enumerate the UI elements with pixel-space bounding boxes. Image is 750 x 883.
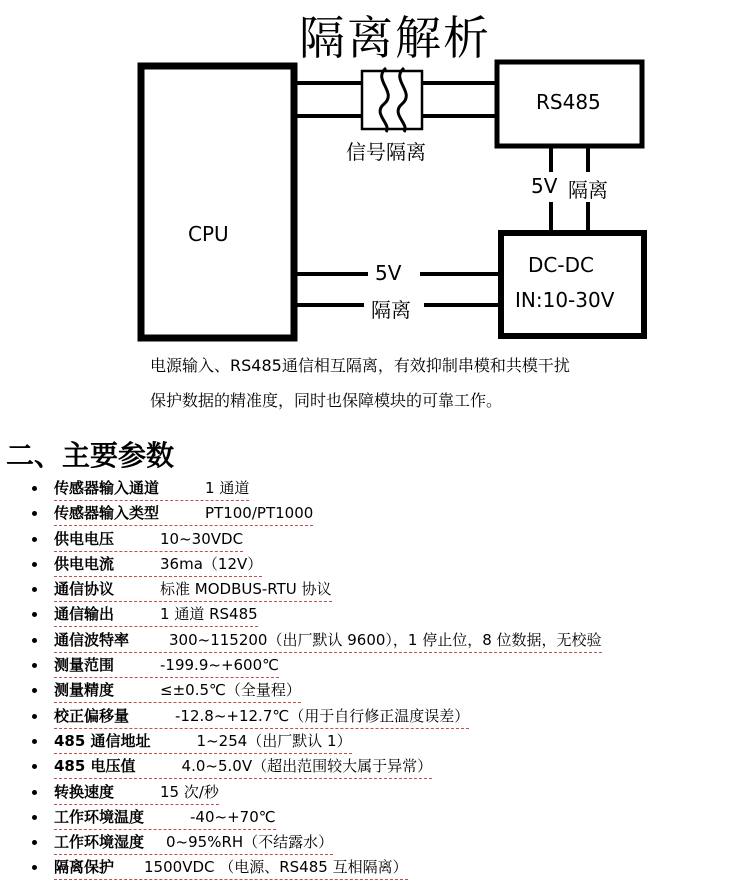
bullet-icon	[32, 865, 37, 870]
parameter-name: 通信波特率	[54, 630, 130, 649]
parameter-item	[0, 781, 750, 806]
parameter-item	[0, 806, 750, 831]
parameter-value: ≤±0.5℃（全量程）	[160, 681, 301, 700]
parameter-row	[54, 705, 469, 729]
caption-line-2: 保护数据的精准度，同时也保障模块的可靠工作。	[150, 391, 503, 410]
isolator-block	[362, 71, 422, 129]
parameter-value: 1~254（出厂默认 1）	[196, 731, 352, 750]
parameter-name: 传感器输入通道	[54, 479, 160, 497]
parameter-row	[54, 477, 249, 501]
parameter-list	[0, 477, 750, 882]
dcdc-input-label: IN:10-30V	[515, 288, 615, 312]
parameter-value: 1 通道 RS485	[160, 605, 258, 624]
caption-line-1: 电源输入、RS485通信相互隔离，有效抑制串模和共模干扰	[150, 356, 570, 375]
parameter-item	[0, 679, 750, 704]
parameter-name: 工作环境温度	[54, 807, 145, 826]
parameter-name: 485 通信地址	[54, 731, 151, 750]
parameter-value: 1500VDC （电源、RS485 互相隔离）	[144, 858, 408, 877]
cpu-label: CPU	[188, 222, 229, 246]
parameter-item	[0, 730, 750, 755]
parameter-name: 通信输出	[54, 605, 115, 624]
parameter-item	[0, 831, 750, 856]
parameter-value: 4.0~5.0V（超出范围较大属于异常）	[181, 757, 433, 776]
parameter-name: 工作环境湿度	[54, 833, 145, 852]
page-title: 隔离解析	[299, 11, 491, 65]
parameter-name: 485 电压值	[54, 757, 136, 776]
parameter-name: 测量精度	[54, 681, 115, 700]
parameter-value: 300~115200（出厂默认 9600），1 停止位，8 位数据，无校验	[169, 630, 602, 649]
parameter-value: -12.8~+12.7℃（用于自行修正温度误差）	[175, 706, 470, 725]
bullet-icon	[32, 562, 37, 567]
parameter-name: 供电电压	[54, 529, 115, 548]
parameter-name: 隔离保护	[54, 858, 115, 877]
bullet-icon	[32, 537, 37, 542]
parameter-row	[54, 629, 602, 653]
bullet-icon	[32, 688, 37, 693]
parameter-value: PT100/PT1000	[205, 504, 314, 523]
bullet-icon	[32, 511, 37, 516]
parameter-item	[0, 654, 750, 679]
parameter-row	[54, 578, 332, 602]
bullet-icon	[32, 739, 37, 744]
bullet-icon	[32, 587, 37, 592]
rs485-label: RS485	[536, 90, 601, 114]
parameter-name: 供电电流	[54, 554, 115, 573]
parameter-value: 0~95%RH（不结露水）	[166, 833, 334, 852]
parameter-row	[54, 781, 219, 805]
isolated-5v-label: 5V	[531, 174, 558, 198]
isolated-isolation-label: 隔离	[568, 178, 608, 202]
dcdc-label: DC-DC	[528, 253, 594, 277]
parameter-row	[54, 502, 313, 526]
parameter-row	[54, 679, 301, 703]
parameter-value: 15 次/秒	[160, 782, 219, 801]
parameter-item	[0, 502, 750, 527]
parameter-item	[0, 705, 750, 730]
bullet-icon	[32, 638, 37, 643]
bullet-icon	[32, 486, 37, 491]
parameter-item	[0, 477, 750, 502]
parameter-item	[0, 553, 750, 578]
bullet-icon	[32, 714, 37, 719]
parameter-value: -199.9~+600℃	[160, 656, 279, 675]
parameter-value: -40~+70℃	[190, 807, 276, 826]
section-title: 二、主要参数	[6, 439, 175, 472]
dcdc-box	[501, 233, 644, 336]
parameter-item	[0, 528, 750, 553]
parameter-row	[54, 831, 333, 855]
parameter-row	[54, 806, 276, 830]
parameter-row	[54, 528, 243, 552]
parameter-row	[54, 603, 258, 627]
parameter-name: 传感器输入类型	[54, 504, 160, 523]
parameter-name: 校正偏移量	[54, 706, 130, 725]
signal-isolation-label: 信号隔离	[346, 140, 426, 164]
parameter-name: 测量范围	[54, 656, 115, 675]
parameter-value: 标准 MODBUS-RTU 协议	[160, 580, 332, 599]
parameter-item	[0, 856, 750, 881]
cpu-box	[141, 66, 294, 338]
parameter-item	[0, 578, 750, 603]
bullet-icon	[32, 764, 37, 769]
bullet-icon	[32, 840, 37, 845]
bullet-icon	[32, 815, 37, 820]
parameter-item	[0, 603, 750, 628]
parameter-row	[54, 755, 432, 779]
parameter-row	[54, 654, 279, 678]
parameter-row	[54, 856, 408, 880]
parameter-value: 10~30VDC	[160, 529, 244, 548]
power-5v-label: 5V	[375, 261, 402, 285]
power-isolation-label: 隔离	[371, 298, 411, 322]
parameter-item	[0, 755, 750, 780]
parameter-value: 1 通道	[205, 479, 250, 497]
bullet-icon	[32, 612, 37, 617]
bullet-icon	[32, 790, 37, 795]
bullet-icon	[32, 663, 37, 668]
parameter-value: 36ma（12V）	[160, 554, 263, 573]
parameter-row	[54, 730, 352, 754]
parameter-row	[54, 553, 262, 577]
parameter-item	[0, 629, 750, 654]
parameter-name: 转换速度	[54, 782, 115, 801]
parameter-name: 通信协议	[54, 580, 115, 599]
